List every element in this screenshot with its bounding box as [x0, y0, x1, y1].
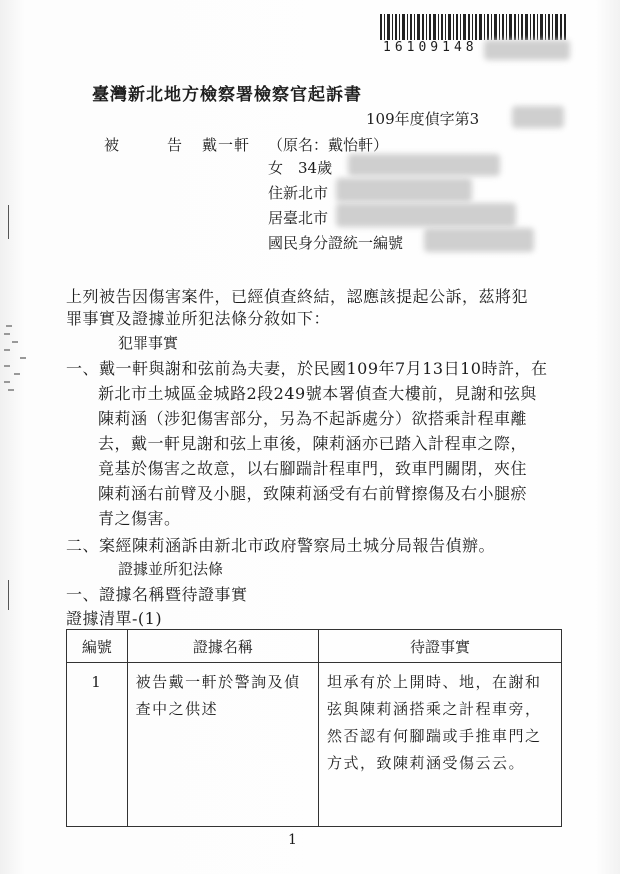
document-title: 臺灣新北地方檢察署檢察官起訴書	[92, 85, 362, 105]
defendant-role-label: 被 告	[104, 136, 189, 154]
defendant-sex-age: 女 34歲	[268, 159, 333, 177]
evidence-heading: 證據並所犯法條	[118, 560, 224, 578]
fact-line: 新北市土城區金城路2段249號本署偵查大樓前，見謝和弦與	[98, 384, 537, 403]
fact-line: 去，戴一軒見謝和弦上車後，陳莉涵亦已踏入計程車之際，	[98, 434, 528, 453]
fact-line: 陳莉涵右前臂及小腿，致陳莉涵受有右前臂擦傷及右小腿瘀	[98, 484, 528, 503]
redaction-residence	[336, 203, 516, 227]
redaction-birth	[348, 154, 500, 176]
case-number: 109年度偵字第3	[366, 110, 480, 128]
fact-line: 竟基於傷害之故意，以右腳踹計程車門，致車門關閉，夾住	[98, 459, 528, 478]
page-number: 1	[288, 832, 297, 848]
binder-line	[8, 580, 9, 610]
redaction-address	[336, 178, 472, 202]
intro-line-2: 罪事實及證據並所犯法條分敘如下：	[66, 309, 331, 328]
redaction-case-number	[512, 106, 564, 128]
evidence-fact: 坦承有於上開時、地，在謝和弦與陳莉涵搭乘之計程車旁，然否認有何腳踹或手推車門之方式，致陳莉涵受傷云云。	[327, 673, 542, 772]
defendant-id-label: 國民身分證統一編號	[268, 234, 404, 252]
defendant-address-label: 住新北市	[268, 184, 329, 202]
binder-line	[8, 205, 9, 239]
evidence-table	[66, 629, 562, 827]
evidence-no: 1	[91, 673, 103, 691]
facts-heading: 犯罪事實	[118, 334, 179, 352]
column-header: 待證事實	[319, 630, 562, 663]
table-row	[67, 663, 562, 827]
intro-line-1: 上列被告因傷害案件，已經偵查終結，認應該提起公訴，茲將犯	[66, 287, 529, 306]
fact-line: 一、戴一軒與謝和弦前為夫妻，於民國109年7月13日10時許，在	[66, 359, 548, 378]
evidence-name: 被告戴一軒於警詢及偵查中之供述	[135, 673, 301, 718]
punch-marks	[0, 325, 40, 395]
fact-line: 青之傷害。	[98, 509, 181, 528]
evidence-subheading: 一、證據名稱暨待證事實	[66, 585, 248, 604]
fact-item-2: 二、案經陳莉涵訴由新北市政府警察局土城分局報告偵辦。	[66, 536, 496, 555]
evidence-list-label: 證據清單-(1)	[66, 609, 163, 628]
column-header: 證據名稱	[127, 630, 318, 663]
column-header: 編號	[67, 630, 128, 663]
defendant-name: 戴一軒	[202, 136, 251, 154]
defendant-residence-label: 居臺北市	[268, 209, 329, 227]
table-header-row	[67, 630, 562, 663]
barcode-number: 16109148	[383, 40, 478, 55]
fact-line: 陳莉涵（涉犯傷害部分，另為不起訴處分）欲搭乘計程車離	[98, 409, 528, 428]
redaction-id	[424, 228, 534, 252]
defendant-original-name: （原名：戴怡軒）	[268, 136, 389, 154]
redaction-barcode	[484, 40, 570, 60]
